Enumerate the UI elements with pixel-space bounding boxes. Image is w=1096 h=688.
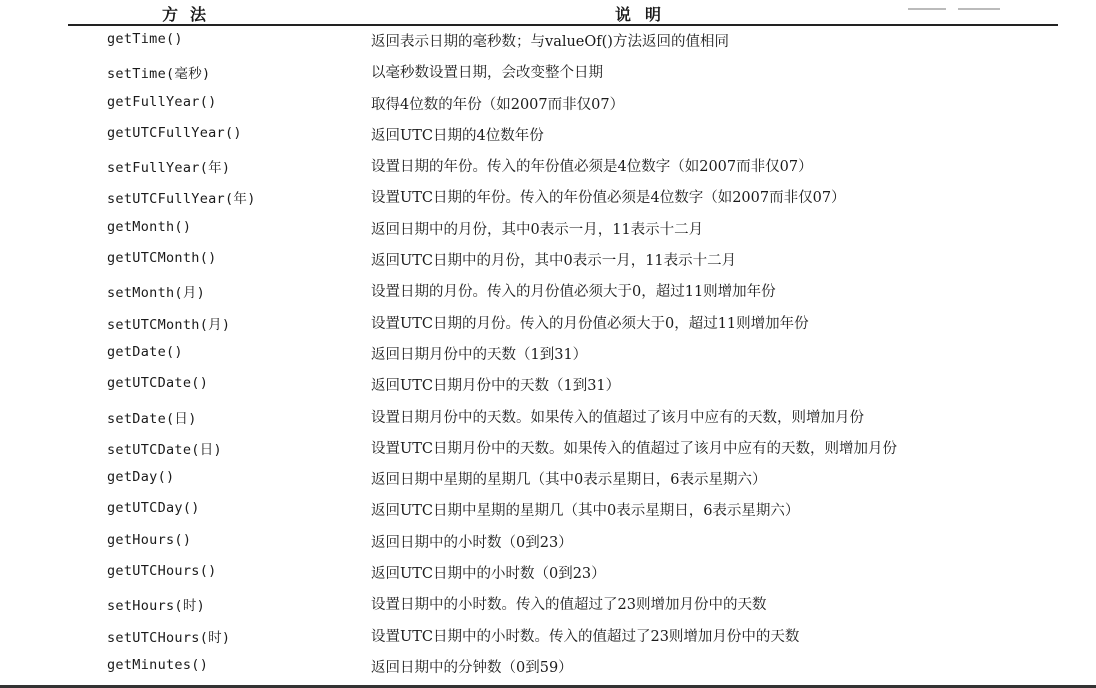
table-row bbox=[0, 217, 1096, 248]
description-cell: 设置UTC日期的年份。传入的年份值必须是4位数字（如2007而非仅07） bbox=[371, 190, 846, 207]
method-cell: getDate() bbox=[107, 343, 183, 360]
table-row bbox=[0, 530, 1096, 561]
description-cell: 设置UTC日期月份中的天数。如果传入的值超过了该月中应有的天数，则增加月份 bbox=[371, 440, 897, 457]
description-cell: 返回日期中的分钟数（0到59） bbox=[371, 659, 573, 676]
method-cell: getFullYear() bbox=[107, 93, 217, 110]
method-cell: setUTCHours(时) bbox=[107, 629, 231, 646]
description-cell: 设置日期中的小时数。传入的值超过了23则增加月份中的天数 bbox=[371, 597, 767, 614]
table-row bbox=[0, 655, 1096, 686]
table-row bbox=[0, 498, 1096, 529]
description-cell: 返回UTC日期月份中的天数（1到31） bbox=[371, 378, 621, 395]
method-cell: setTime(毫秒) bbox=[107, 66, 211, 83]
table-header bbox=[0, 0, 1096, 24]
method-cell: getUTCFullYear() bbox=[107, 124, 242, 141]
description-cell: 返回日期月份中的天数（1到31） bbox=[371, 346, 588, 363]
method-cell: getUTCDay() bbox=[107, 500, 200, 517]
method-cell: setFullYear(年) bbox=[107, 160, 231, 177]
description-cell: 设置日期的月份。传入的月份值必须大于0，超过11则增加年份 bbox=[371, 284, 776, 301]
table-row bbox=[0, 279, 1096, 310]
description-cell: 返回日期中的小时数（0到23） bbox=[371, 534, 573, 551]
method-cell: getUTCHours() bbox=[107, 563, 217, 580]
description-cell: 返回表示日期的毫秒数；与valueOf()方法返回的值相同 bbox=[371, 34, 729, 50]
table-row bbox=[0, 29, 1096, 60]
table-row bbox=[0, 342, 1096, 373]
table-row bbox=[0, 405, 1096, 436]
method-cell: setMonth(月) bbox=[107, 285, 206, 302]
table-row bbox=[0, 624, 1096, 655]
description-cell: 返回UTC日期中的小时数（0到23） bbox=[371, 566, 606, 583]
method-cell: setUTCMonth(月) bbox=[107, 316, 231, 333]
method-cell: getMinutes() bbox=[107, 656, 209, 673]
table-row bbox=[0, 467, 1096, 498]
table-row bbox=[0, 436, 1096, 467]
table-row bbox=[0, 373, 1096, 404]
description-cell: 返回UTC日期中的月份，其中0表示一月，11表示十二月 bbox=[371, 253, 737, 270]
method-cell: getUTCDate() bbox=[107, 375, 209, 392]
description-cell: 设置UTC日期中的小时数。传入的值超过了23则增加月份中的天数 bbox=[371, 628, 800, 645]
header-description: 说明 bbox=[615, 5, 676, 24]
description-cell: 以毫秒数设置日期，会改变整个日期 bbox=[371, 65, 603, 82]
description-cell: 返回日期中的月份，其中0表示一月，11表示十二月 bbox=[371, 221, 704, 238]
table-row bbox=[0, 123, 1096, 154]
table-row bbox=[0, 592, 1096, 623]
table-row bbox=[0, 60, 1096, 91]
description-cell: 设置日期月份中的天数。如果传入的值超过了该月中应有的天数，则增加月份 bbox=[371, 409, 864, 426]
description-cell: 取得4位数的年份（如2007而非仅07） bbox=[371, 96, 625, 113]
header-method: 方法 bbox=[162, 5, 219, 24]
description-cell: 设置UTC日期的月份。传入的月份值必须大于0，超过11则增加年份 bbox=[371, 315, 809, 332]
table-row bbox=[0, 311, 1096, 342]
table-row bbox=[0, 92, 1096, 123]
method-cell: getHours() bbox=[107, 531, 192, 548]
header-rule bbox=[68, 24, 1058, 26]
description-cell: 返回日期中星期的星期几（其中0表示星期日，6表示星期六） bbox=[371, 472, 767, 489]
table-body bbox=[0, 29, 1096, 686]
description-cell: 返回UTC日期的4位数年份 bbox=[371, 127, 544, 144]
method-cell: setUTCDate(日) bbox=[107, 441, 222, 458]
table-row bbox=[0, 248, 1096, 279]
table-row bbox=[0, 154, 1096, 185]
table-row bbox=[0, 561, 1096, 592]
method-cell: getMonth() bbox=[107, 218, 192, 235]
method-cell: setDate(日) bbox=[107, 410, 197, 427]
method-cell: getTime() bbox=[107, 31, 183, 47]
description-cell: 返回UTC日期中星期的星期几（其中0表示星期日，6表示星期六） bbox=[371, 503, 800, 520]
method-cell: setHours(时) bbox=[107, 598, 206, 615]
table-row bbox=[0, 185, 1096, 216]
method-cell: setUTCFullYear(年) bbox=[107, 191, 256, 208]
description-cell: 设置日期的年份。传入的年份值必须是4位数字（如2007而非仅07） bbox=[371, 159, 813, 176]
method-cell: getDay() bbox=[107, 469, 175, 486]
method-cell: getUTCMonth() bbox=[107, 250, 217, 267]
